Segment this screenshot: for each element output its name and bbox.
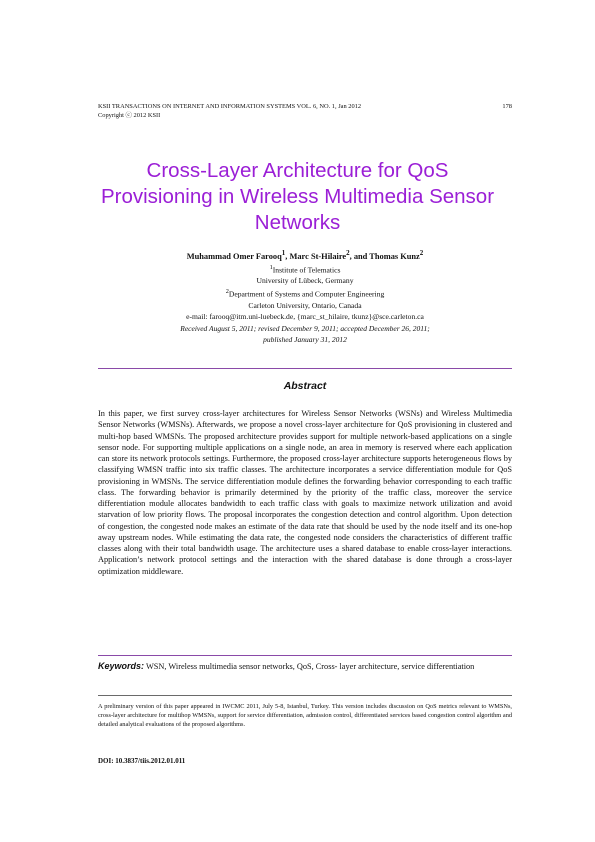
title-line: Networks [254,211,341,234]
divider-keywords [98,655,512,656]
author-separator: , [285,251,290,261]
author-affiliation-mark: 2 [346,249,350,257]
footnote: A preliminary version of this paper appeared in IWCMC 2011, July 5-8, Istanbul, Turkey. This version includes discussion on QoS metrics relevant to WMSNs, cross-layer architecture for multihop WMSNs, support for service differentiation, admission control, differentiated services based congestion control algorithm and detailed analytical evaluations of the proposed algorithms. [98,703,512,728]
title-line: Cross-Layer Architecture for QoS [146,159,449,182]
author-name: Marc St-Hilaire [289,251,347,261]
copyright-notice: Copyright ⓒ 2012 KSII [98,111,161,119]
affiliation-line: University of Lübeck, Germany [256,276,354,286]
publication-dates [98,324,512,345]
affiliation-line [98,262,512,276]
abstract-heading: Abstract [283,380,327,392]
affiliation-text: Institute of Telematics [272,265,341,275]
page-number: 178 [502,103,512,110]
affiliation-text: Department of Systems and Computer Engineering [228,289,385,299]
author-separator: , and [349,251,370,261]
affiliation-line [98,286,512,300]
author-affiliation-mark: 2 [419,249,424,257]
dates-line: Received August 5, 2011; revised December 9, 2011; accepted December 26, 2011; [180,324,430,333]
keywords-text: WSN, Wireless multimedia sensor networks, QoS, Cross- layer architecture, service differentiation [145,662,475,671]
author-name: Thomas Kunz [369,251,420,261]
author-list [98,248,512,262]
doi: DOI: 10.3837/tiis.2012.01.011 [98,757,186,765]
dates-line: published January 31, 2012 [263,334,347,344]
author-block [98,248,512,322]
keywords [98,661,512,673]
affiliation-mark: 1 [269,263,273,271]
divider-footnote [98,695,512,696]
paper-title [80,158,515,236]
author-emails: e-mail: farooq@itm.uni-luebeck.de, {marc_st_hilaire, tkunz}@sce.carleton.ca [186,311,424,321]
abstract-body: In this paper, we first survey cross-layer architectures for Wireless Sensor Networks (WSNs) and Wireless Multimedia Sensor Networks (WMSNs). Afterwards, we propose a novel cross-layer architecture for QoS provisioning in clustered and multi-hop based WMSNs. The proposed architecture provides support for multiple network-based applications on a single sensor node. For supporting multiple applications on a single node, an area in memory is reserved where each application can store its network protocols settings. Furthermore, the proposed cross-layer architecture supports heterogeneous flows by classifying WMSN traffic into six traffic classes. The architecture incorporates a service differentiation module for QoS provisioning in WMSNs. The service differentiation module defines the forwarding behavior corresponding to each traffic class. The forwarding behavior is primarily determined by the priority of the traffic class, moreover the service differentiation module allocates bandwidth to each traffic class with goals to maximize network utilization and avoid starvation of low priority flows. The proposal incorporates the congestion detection and control algorithm. Upon detection of congestion, the congested node makes an estimate of the data rate that should be used by the node itself and its one-hop away upstream nodes. While estimating the data rate, the congested node considers the characteristics of different traffic classes along with their total bandwidth usage. The architecture uses a shared database to enable cross-layer interactions. Application’s network protocol settings and the interaction with the shared database is done through a cross-layer optimization middleware. [98,409,512,576]
journal-header: KSII TRANSACTIONS ON INTERNET AND INFORMATION SYSTEMS VOL. 6, NO. 1, Jan 2012 [98,103,362,110]
divider-top [98,368,512,369]
keywords-label: Keywords: [98,661,145,671]
affiliation-line: Carleton University, Ontario, Canada [248,300,362,310]
title-line: Provisioning in Wireless Multimedia Sensor [100,185,495,208]
affiliation-mark: 2 [225,288,229,296]
running-header [98,103,512,120]
author-affiliation-mark: 1 [281,249,286,257]
author-name: Muhammad Omer Farooq [186,251,282,261]
